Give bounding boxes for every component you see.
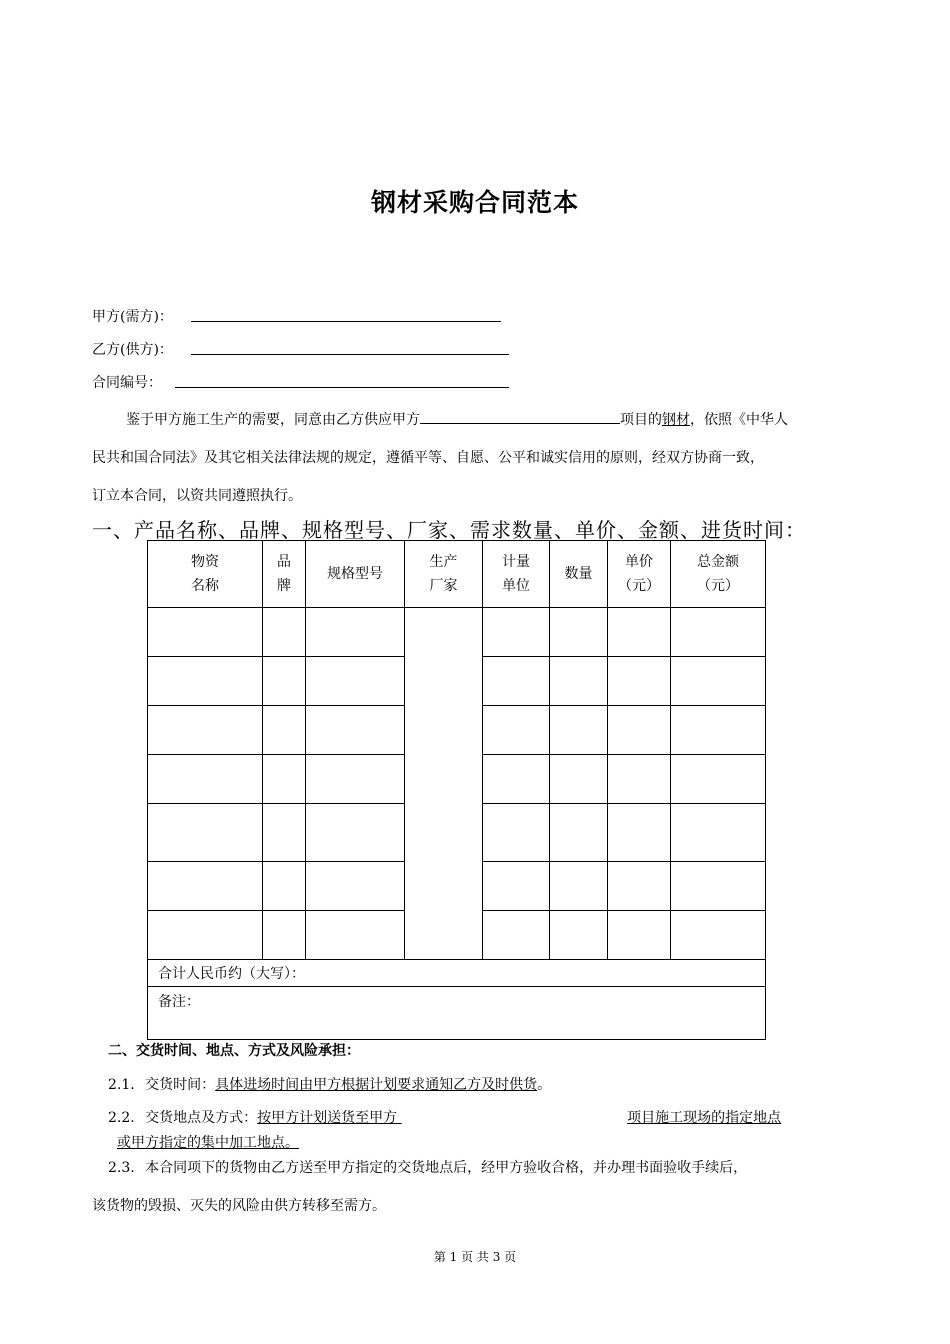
table-cell[interactable]: [263, 608, 306, 657]
item-2-3-line-2: 该货物的毁损、灭失的风险由供方转移至需方。: [92, 1198, 386, 1214]
item-2-2-number: 2.2.: [108, 1110, 135, 1126]
table-header-row: [148, 541, 766, 608]
table-cell[interactable]: [483, 862, 550, 911]
table-cell[interactable]: [608, 862, 671, 911]
total-label[interactable]: 合计人民币约（大写）：: [148, 960, 766, 987]
item-2-2-text-b: 项目施工现场的指定地点: [627, 1110, 782, 1126]
table-cell[interactable]: [608, 608, 671, 657]
party-b-label: 乙方(供方)：: [92, 342, 173, 358]
intro-line-1: [126, 409, 866, 429]
table-cell[interactable]: [148, 657, 263, 706]
header-quantity: 数量: [550, 541, 608, 608]
table-cell[interactable]: [263, 862, 306, 911]
party-a-label: 甲方(需方)：: [92, 309, 173, 325]
table-cell[interactable]: [483, 608, 550, 657]
item-2-2-label: 交货地点及方式：: [145, 1110, 258, 1126]
table-cell[interactable]: [263, 804, 306, 862]
table-cell[interactable]: [671, 862, 766, 911]
table-cell[interactable]: [483, 804, 550, 862]
table-cell[interactable]: [148, 706, 263, 755]
contract-no-blank: [175, 387, 509, 388]
party-a-blank: [191, 321, 501, 322]
item-2-3-text: 本合同项下的货物由乙方送至甲方指定的交货地点后，经甲方验收合格，并办理书面验收手续后，: [145, 1160, 748, 1176]
party-b-blank: [191, 354, 509, 355]
item-2-2: [108, 1107, 860, 1127]
item-2-2-line-2: 或甲方指定的集中加工地点。: [117, 1135, 299, 1151]
table-cell[interactable]: [263, 755, 306, 804]
table-cell[interactable]: [263, 911, 306, 960]
table-cell[interactable]: [608, 706, 671, 755]
manufacturer-merged-cell[interactable]: [405, 608, 483, 960]
table-cell[interactable]: [483, 657, 550, 706]
table-cell[interactable]: [483, 911, 550, 960]
item-2-2-text-a: 按甲方计划送货至甲方: [257, 1110, 398, 1126]
document-title: 钢材采购合同范本: [370, 188, 579, 217]
table-cell[interactable]: [263, 657, 306, 706]
item-2-1-number: 2.1.: [108, 1077, 135, 1093]
table-cell[interactable]: [306, 755, 405, 804]
intro-text-steel: 钢材: [662, 412, 690, 428]
table-cell[interactable]: [550, 657, 608, 706]
table-cell[interactable]: [608, 804, 671, 862]
site-blank: [397, 1110, 627, 1126]
item-2-1-end: 。: [537, 1077, 552, 1093]
header-brand: 品 牌: [263, 541, 306, 608]
table-cell[interactable]: [306, 608, 405, 657]
table-cell[interactable]: [483, 706, 550, 755]
table-cell[interactable]: [148, 608, 263, 657]
table-cell[interactable]: [671, 911, 766, 960]
table-cell[interactable]: [550, 706, 608, 755]
table-cell[interactable]: [263, 706, 306, 755]
table-cell[interactable]: [148, 804, 263, 862]
table-cell[interactable]: [608, 657, 671, 706]
page-footer: 第 1 页 共 3 页: [433, 1250, 517, 1264]
header-unit-price: 单价 （元）: [608, 541, 671, 608]
table-cell[interactable]: [550, 862, 608, 911]
table-cell[interactable]: [671, 804, 766, 862]
table-cell[interactable]: [148, 862, 263, 911]
table-cell[interactable]: [550, 804, 608, 862]
header-material-name: 物资 名称: [148, 541, 263, 608]
item-2-1-label: 交货时间：: [145, 1077, 216, 1093]
table-cell[interactable]: [550, 608, 608, 657]
intro-line-2: 民共和国合同法》及其它相关法律法规的规定，遵循平等、自愿、公平和诚实信用的原则，经双方协商一致，: [92, 450, 764, 466]
table-cell[interactable]: [306, 804, 405, 862]
intro-text-b: 项目的: [620, 412, 662, 428]
section-2-heading: 二、交货时间、地点、方式及风险承担：: [108, 1043, 360, 1059]
item-2-3-number: 2.3.: [108, 1160, 135, 1176]
party-b-row: [92, 339, 173, 359]
section-1-heading: 一、产品名称、品牌、规格型号、厂家、需求数量、单价、金额、进货时间：: [92, 518, 806, 542]
header-spec: 规格型号: [306, 541, 405, 608]
table-cell[interactable]: [671, 755, 766, 804]
table-cell[interactable]: [483, 755, 550, 804]
intro-text-d: ，依照《中华人: [690, 412, 788, 428]
table-cell[interactable]: [671, 706, 766, 755]
table-cell[interactable]: [608, 911, 671, 960]
header-manufacturer: 生产 厂家: [405, 541, 483, 608]
table-cell[interactable]: [148, 911, 263, 960]
product-table: [147, 540, 766, 1040]
remark-row: [148, 987, 766, 1040]
table-cell[interactable]: [306, 911, 405, 960]
item-2-1-text: 具体进场时间由甲方根据计划要求通知乙方及时供货: [215, 1077, 538, 1093]
table-cell[interactable]: [550, 755, 608, 804]
project-blank: [420, 409, 620, 424]
table-cell[interactable]: [671, 657, 766, 706]
header-total-amount: 总金额 （元）: [671, 541, 766, 608]
contract-no-label: 合同编号：: [92, 375, 162, 391]
table-row: [148, 608, 766, 657]
table-cell[interactable]: [608, 755, 671, 804]
table-cell[interactable]: [306, 862, 405, 911]
item-2-3: [108, 1157, 868, 1177]
table-cell[interactable]: [148, 755, 263, 804]
table-cell[interactable]: [306, 706, 405, 755]
table-cell[interactable]: [671, 608, 766, 657]
party-a-row: [92, 306, 173, 326]
intro-line-3: 订立本合同，以资共同遵照执行。: [92, 488, 302, 504]
total-row: [148, 960, 766, 987]
remark-label[interactable]: 备注：: [148, 987, 766, 1040]
contract-no-row: [92, 372, 162, 392]
intro-text-a: 鉴于甲方施工生产的需要，同意由乙方供应甲方: [126, 412, 420, 428]
header-unit: 计量 单位: [483, 541, 550, 608]
table-cell[interactable]: [550, 911, 608, 960]
table-cell[interactable]: [306, 657, 405, 706]
item-2-1: [108, 1074, 551, 1094]
